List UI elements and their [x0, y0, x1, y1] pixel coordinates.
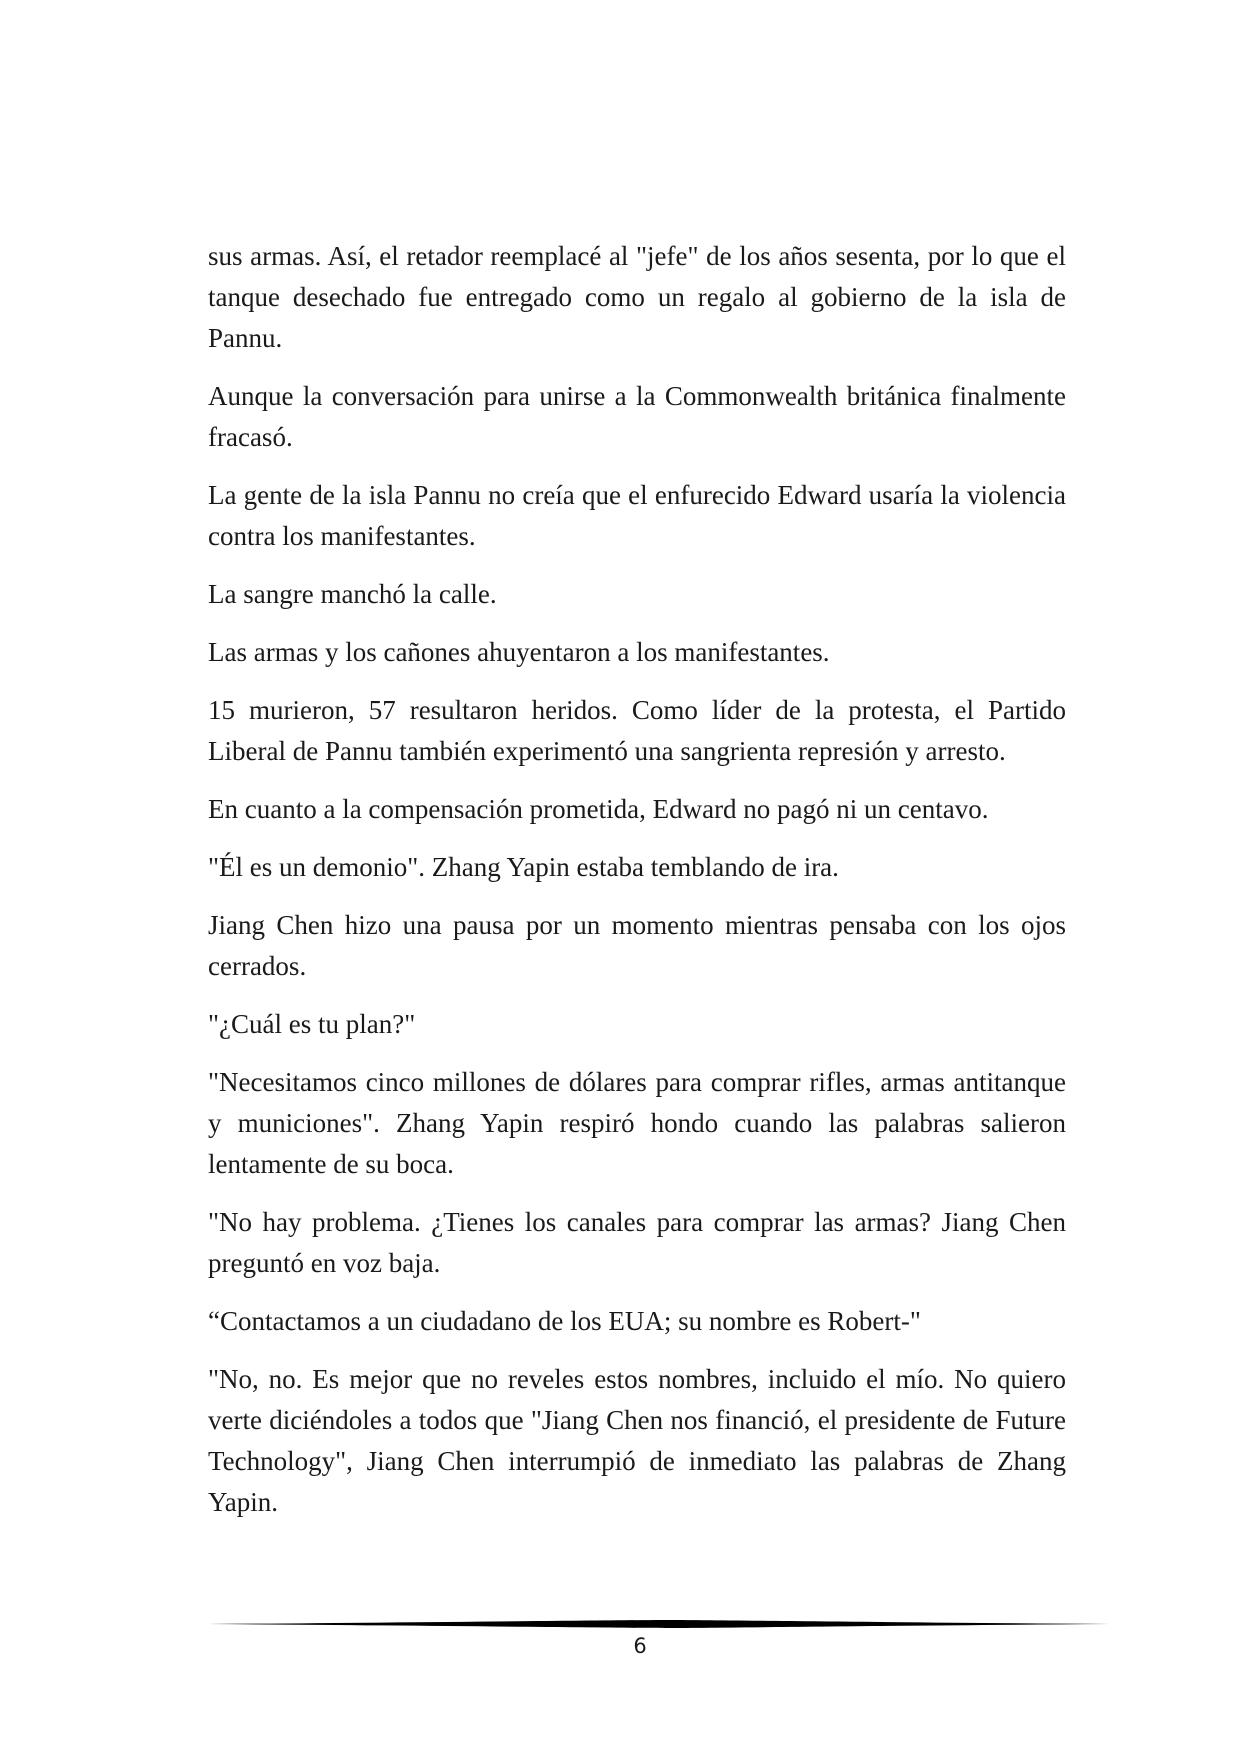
paragraph: Jiang Chen hizo una pausa por un momento mientras pensaba con los ojos cerrados.: [208, 910, 1066, 981]
paragraph: Las armas y los cañones ahuyentaron a los manifestantes.: [208, 637, 830, 667]
paragraph: 15 murieron, 57 resultaron heridos. Como líder de la protesta, el Partido Liberal de Pannu también experimentó una sangrienta represión y arresto.: [208, 695, 1066, 766]
paragraph: "Él es un demonio". Zhang Yapin estaba temblando de ira.: [208, 852, 839, 882]
paragraph: "¿Cuál es tu plan?": [208, 1009, 416, 1039]
paragraph: Aunque la conversación para unirse a la Commonwealth británica finalmente fracasó.: [208, 381, 1066, 452]
paragraph: La gente de la isla Pannu no creía que el enfurecido Edward usaría la violencia contra los manifestantes.: [208, 480, 1066, 551]
paragraph: “Contactamos a un ciudadano de los EUA; su nombre es Robert-": [208, 1306, 921, 1336]
footer-divider-swash: [208, 1620, 1110, 1628]
paragraph: "No hay problema. ¿Tienes los canales para comprar las armas? Jiang Chen preguntó en voz baja.: [208, 1207, 1066, 1278]
paragraph: sus armas. Así, el retador reemplacé al "jefe" de los años sesenta, por lo que el tanque desechado fue entregado como un regalo al gobierno de la isla de Pannu.: [208, 241, 1066, 353]
paragraph: "Necesitamos cinco millones de dólares para comprar rifles, armas antitanque y municiones". Zhang Yapin respiró hondo cuando las palabras salieron lentamente de su boca.: [208, 1067, 1066, 1179]
paragraph: La sangre manchó la calle.: [208, 579, 497, 609]
body-text: [208, 236, 1066, 1540]
page-number: 6: [633, 1634, 647, 1658]
paragraph: En cuanto a la compensación prometida, Edward no pagó ni un centavo.: [208, 794, 989, 824]
footer-divider: [208, 1618, 1110, 1630]
paragraph: "No, no. Es mejor que no reveles estos nombres, incluido el mío. No quiero verte diciéndoles a todos que "Jiang Chen nos financió, el presidente de Future Technology", Jiang Chen interrumpió de inmediato las palabras de Zhang Yapin.: [208, 1364, 1066, 1517]
